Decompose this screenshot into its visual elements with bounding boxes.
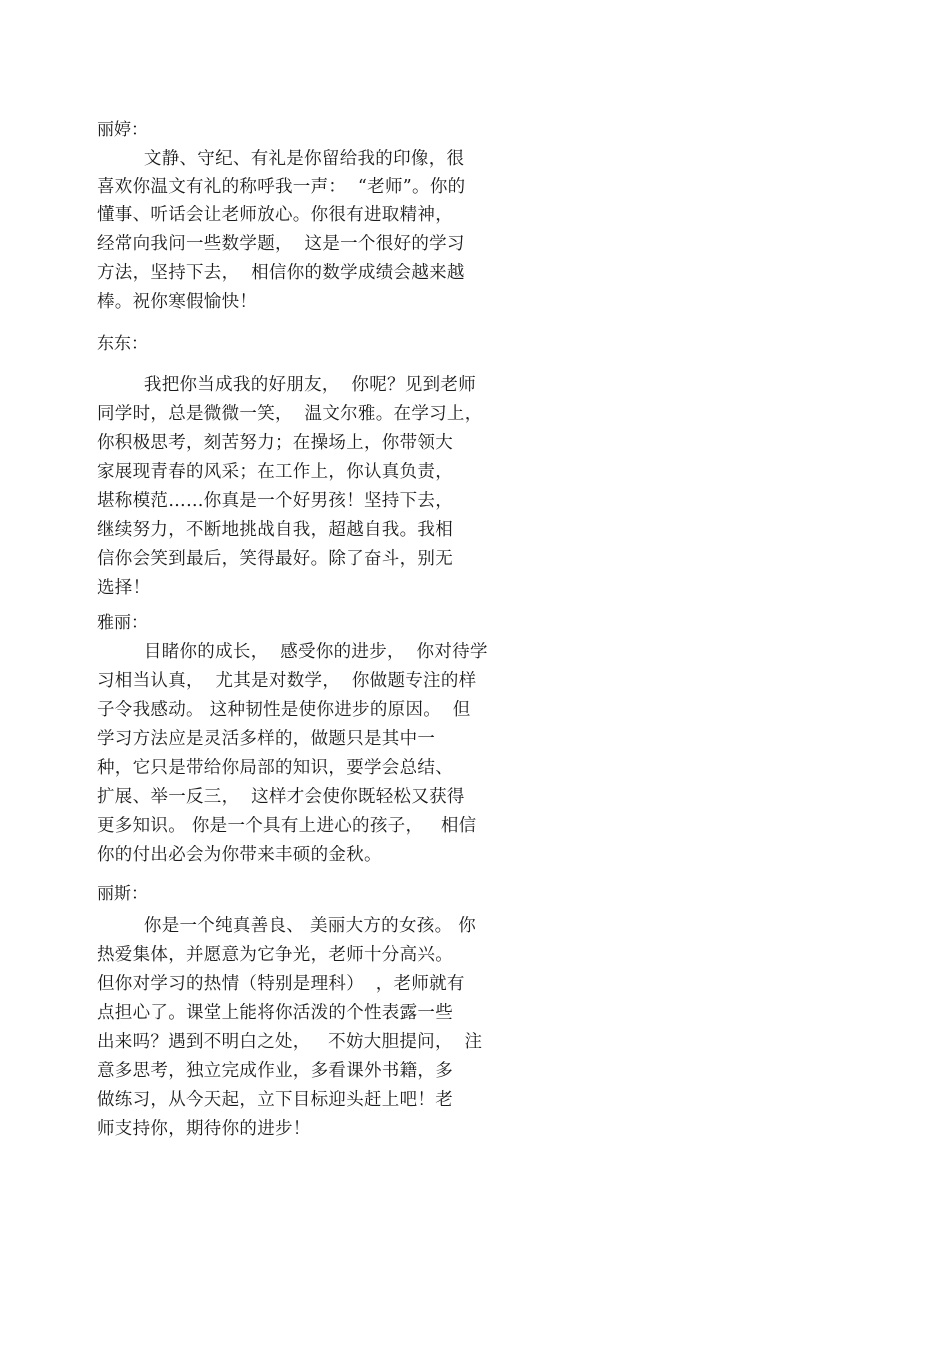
comment-line: 习相当认真， 尤其是对数学， 你做题专注的样	[97, 671, 477, 691]
comment-line: 子令我感动。 这种韧性是使你进步的原因。 但	[97, 700, 471, 720]
comment-line: 扩展、举一反三， 这样才会使你既轻松又获得	[97, 787, 465, 807]
student-name-4: 丽斯：	[97, 884, 148, 904]
comment-line: 种，它只是带给你局部的知识，要学会总结、	[97, 758, 453, 778]
comment-line: 点担心了。课堂上能将你活泼的个性表露一些	[97, 1003, 453, 1023]
student-name-3: 雅丽：	[97, 613, 148, 633]
comment-line: 师支持你，期待你的进步！	[97, 1119, 311, 1139]
comment-line: 我把你当成我的好朋友， 你呢？见到老师	[97, 375, 477, 395]
comment-line: 出来吗？遇到不明白之处， 不妨大胆提问， 注	[97, 1032, 483, 1052]
comment-line: 信你会笑到最后，笑得最好。除了奋斗，别无	[97, 549, 453, 569]
comment-line: 喜欢你温文有礼的称呼我一声： “老师”。你的	[97, 177, 466, 197]
comment-line: 方法，坚持下去， 相信你的数学成绩会越来越	[97, 263, 465, 283]
comment-line: 选择！	[97, 578, 151, 598]
comment-line: 你的付出必会为你带来丰硕的金秋。	[97, 845, 382, 865]
comment-line: 目睹你的成长， 感受你的进步， 你对待学	[97, 642, 488, 662]
comment-line: 你积极思考，刻苦努力；在操场上，你带领大	[97, 433, 453, 453]
comment-line: 更多知识。 你是一个具有上进心的孩子， 相信	[97, 816, 477, 836]
comment-line: 文静、守纪、有礼是你留给我的印像，很	[97, 149, 465, 169]
comment-line: 堪称模范……你真是一个好男孩！坚持下去，	[97, 491, 453, 511]
comment-line: 家展现青春的风采；在工作上，你认真负责，	[97, 462, 453, 482]
comment-line: 做练习，从今天起，立下目标迎头赶上吧！老	[97, 1090, 453, 1110]
comment-line: 懂事、听话会让老师放心。你很有进取精神，	[97, 205, 453, 225]
student-name-1: 丽婷：	[97, 120, 148, 140]
comment-line: 热爱集体，并愿意为它争光，老师十分高兴。	[97, 945, 453, 965]
comment-line: 经常向我问一些数学题， 这是一个很好的学习	[97, 234, 465, 254]
student-name-2: 东东：	[97, 334, 148, 354]
comment-line: 你是一个纯真善良、 美丽大方的女孩。 你	[97, 916, 477, 936]
comment-line: 棒。祝你寒假愉快！	[97, 292, 258, 312]
comment-line: 学习方法应是灵活多样的，做题只是其中一	[97, 729, 436, 749]
comment-line: 但你对学习的热情（特别是理科） ，老师就有	[97, 974, 465, 994]
comment-line: 意多思考，独立完成作业，多看课外书籍，多	[97, 1061, 453, 1081]
comment-line: 同学时，总是微微一笑， 温文尔雅。在学习上，	[97, 404, 483, 424]
comment-line: 继续努力，不断地挑战自我，超越自我。我相	[97, 520, 453, 540]
